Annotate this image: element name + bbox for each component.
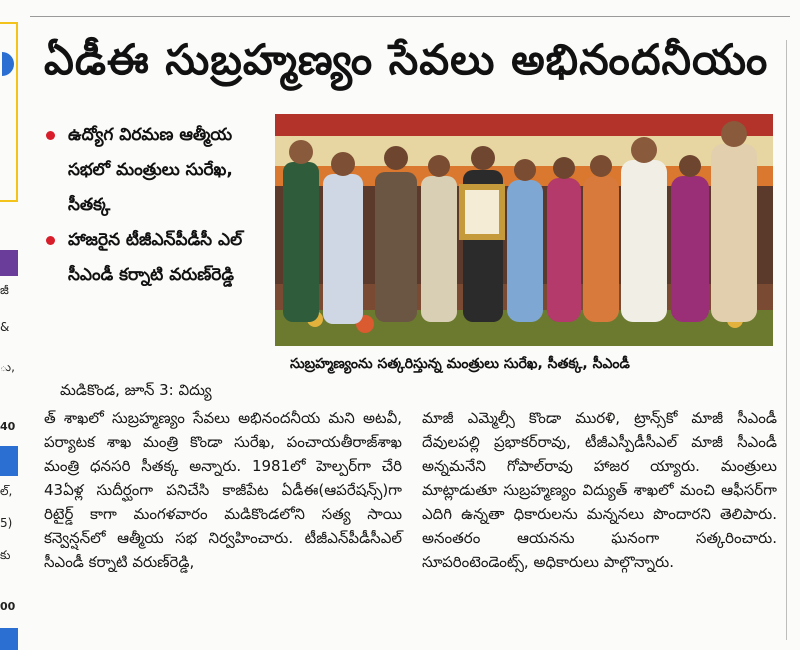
highlight-text: హాజరైన టీజీఎన్‌పీడీసీ ఎల్‌ సీఎండీ కర్నాటి వరుణ్‌రెడ్డి bbox=[68, 230, 243, 285]
headline: ఏడీఈ సుబ్రహ్మణ్యం సేవలు అభినందనీయం bbox=[44, 35, 769, 84]
adjacent-column-strip bbox=[0, 0, 20, 650]
strip-text-3: ు, bbox=[0, 360, 15, 374]
strip-purple-block bbox=[0, 250, 18, 276]
highlight-text: ఉద్యోగ విరమణ ఆత్మీయ సభలో మంత్రులు సురేఖ, సీతక్క bbox=[68, 125, 233, 215]
strip-text-6: కు bbox=[0, 548, 11, 562]
highlight-item bbox=[44, 118, 274, 223]
photo-caption: సుబ్రహ్మణ్యంను సత్కరిస్తున్న మంత్రులు సురేఖ, సీతక్క, సీఎండీ bbox=[290, 356, 630, 372]
news-photo bbox=[275, 114, 773, 346]
strip-text-4: ల్, bbox=[0, 484, 13, 498]
strip-number-2: 00 bbox=[0, 600, 16, 613]
strip-text-2: & bbox=[0, 320, 10, 334]
top-rule bbox=[30, 16, 790, 17]
strip-blue-block-bottom bbox=[0, 628, 18, 650]
highlight-item bbox=[44, 223, 274, 293]
article-body-column-1: త్‌ శాఖలో సుబ్రహ్మణ్యం సేవలు అభినందనీయ మని అటవీ, పర్యాటక శాఖ మంత్రి కొండా సురేఖ, పంచాయతీరాజ్‌శాఖ మంత్రి ధనసరి సీతక్క అన్నారు. 1981లో హెల్పర్‌గా చేరి 43ఏళ్ల సుదీర్ఘంగా పనిచేసి కాజీపేట ఏడీఈ(ఆపరేషన్స్‌)గా రిటైర్డ్‌ కాగా మంగళవారం మడికొండలోని సత్య సాయి కన్వెన్షన్‌లో ఆత్మీయ సభ నిర్వహించారు. టీజీఎన్‌పీడీసీఎల్‌ సీఎండీ కర్నాటి వరుణ్‌రెడ్డి, bbox=[44, 409, 402, 571]
felicitation-photo bbox=[275, 114, 773, 346]
bullet-dot-icon bbox=[46, 236, 55, 245]
strip-blue-block bbox=[0, 446, 18, 476]
strip-text-1: జీ bbox=[0, 283, 9, 297]
highlights-list bbox=[44, 118, 274, 293]
strip-yellow-panel bbox=[0, 22, 18, 202]
strip-number-1: 40 bbox=[0, 420, 16, 433]
strip-text-5: 5) bbox=[0, 516, 13, 530]
dateline: మడికొండ, జూన్‌ 3: విద్యు bbox=[60, 381, 212, 399]
right-column-divider bbox=[786, 40, 787, 640]
article-body-column-2: మాజీ ఎమ్మెల్సీ కొండా మురళి, ట్రాన్స్‌కో మాజీ సీఎండీ దేవులపల్లి ప్రభాకర్‌రావు, టీజీఎస్పీడీసీఎల్‌ మాజీ సీఎండీ అన్నమనేని గోపాల్‌రావు హాజర య్యారు. మంత్రులు మాట్లాడుతూ సుబ్రహ్మణ్యం విద్యుత్‌ శాఖలో మంచి ఆఫీసర్‌గా ఎదిగి ఉన్నతా ధికారులను మన్ననలు పొందారని తెలిపారు. అనంతరం ఆయనను ఘనంగా సత్కరించారు. సూపరింటెండెంట్స్‌, అధికారులు పాల్గొన్నారు. bbox=[422, 409, 777, 571]
bullet-dot-icon bbox=[46, 131, 55, 140]
